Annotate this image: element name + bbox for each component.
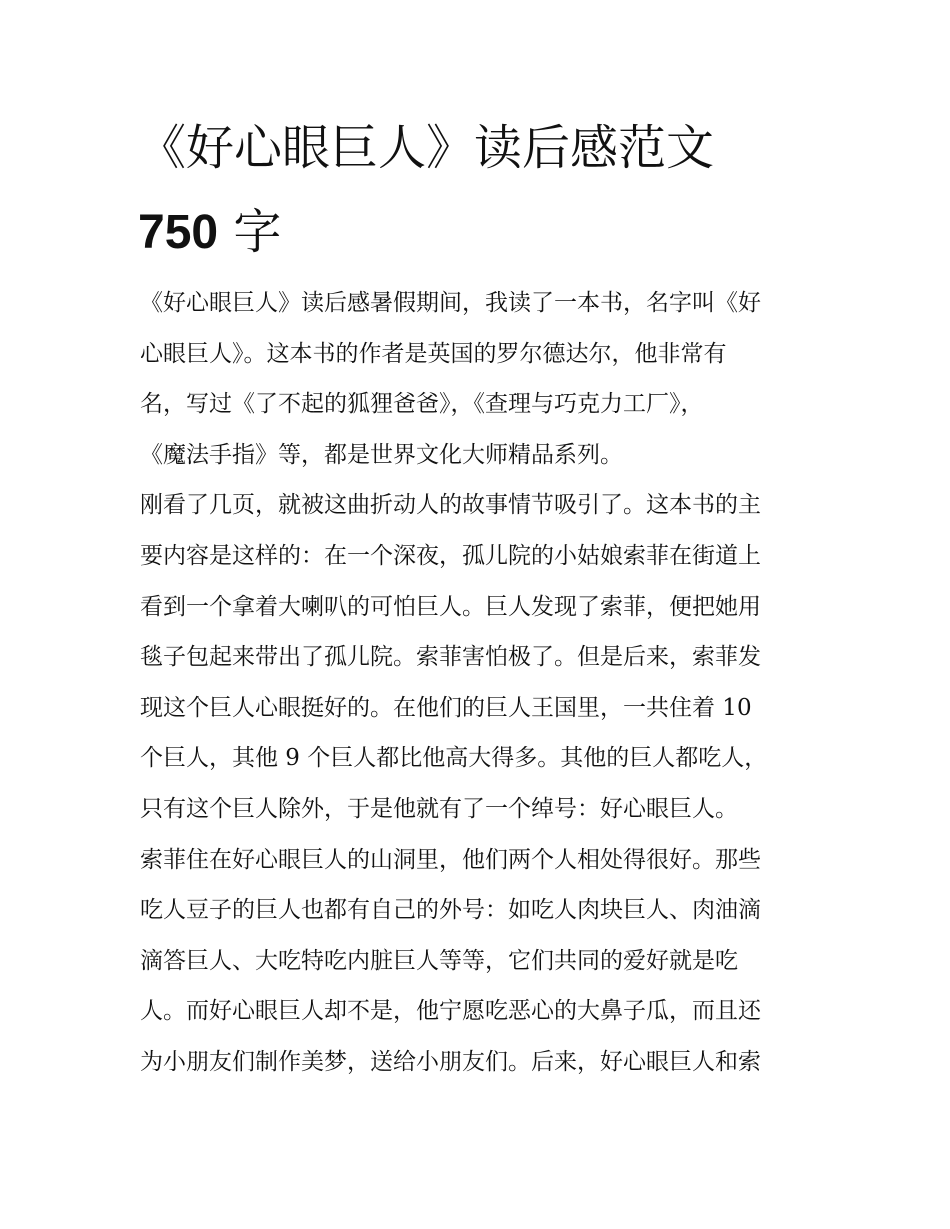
body-line: 只有这个巨人除外，于是他就有了一个绰号：好心眼巨人。 (140, 795, 738, 822)
title-suffix: 字 (218, 204, 282, 260)
title-line-1: 《好心眼巨人》读后感范文 (138, 120, 715, 176)
body-line: 为小朋友们制作美梦，送给小朋友们。后来，好心眼巨人和索 (140, 1048, 761, 1075)
body-line: 名，写过《了不起的狐狸爸爸》，《查理与巧克力工厂》， (140, 391, 704, 418)
body-line: 索菲住在好心眼巨人的山洞里，他们两个人相处得很好。那些 (140, 846, 761, 873)
body-line: 现这个巨人心眼挺好的。在他们的巨人王国里，一共住着 10 (140, 694, 752, 721)
body-line: 人。而好心眼巨人却不是，他宁愿吃恶心的大鼻子瓜，而且还 (140, 998, 761, 1025)
body-line: 看到一个拿着大喇叭的可怕巨人。巨人发现了索菲，便把她用 (140, 593, 761, 620)
document-title (138, 112, 818, 268)
body-line: 毯子包起来带出了孤儿院。索菲害怕极了。但是后来，索菲发 (140, 644, 761, 671)
body-line: 滴答巨人、大吃特吃内脏巨人等等，它们共同的爱好就是吃 (140, 947, 738, 974)
title-number: 750 (138, 206, 219, 259)
body-line: 《好心眼巨人》读后感暑假期间，我读了一本书，名字叫《好 (140, 290, 761, 316)
body-line: 刚看了几页，就被这曲折动人的故事情节吸引了。这本书的主 (140, 492, 761, 519)
body-line: 个巨人，其他 9 个巨人都比他高大得多。其他的巨人都吃人， (140, 745, 768, 772)
document-body (140, 278, 820, 1088)
title-line-2 (138, 196, 818, 268)
body-line: 心眼巨人》。这本书的作者是英国的罗尔德达尔，他非常有 (140, 340, 727, 367)
body-line: 《魔法手指》等，都是世界文化大师精品系列。 (140, 441, 623, 468)
body-line: 要内容是这样的：在一个深夜，孤儿院的小姑娘索菲在街道上 (140, 542, 761, 569)
body-line: 吃人豆子的巨人也都有自己的外号：如吃人肉块巨人、肉油滴 (140, 897, 761, 924)
